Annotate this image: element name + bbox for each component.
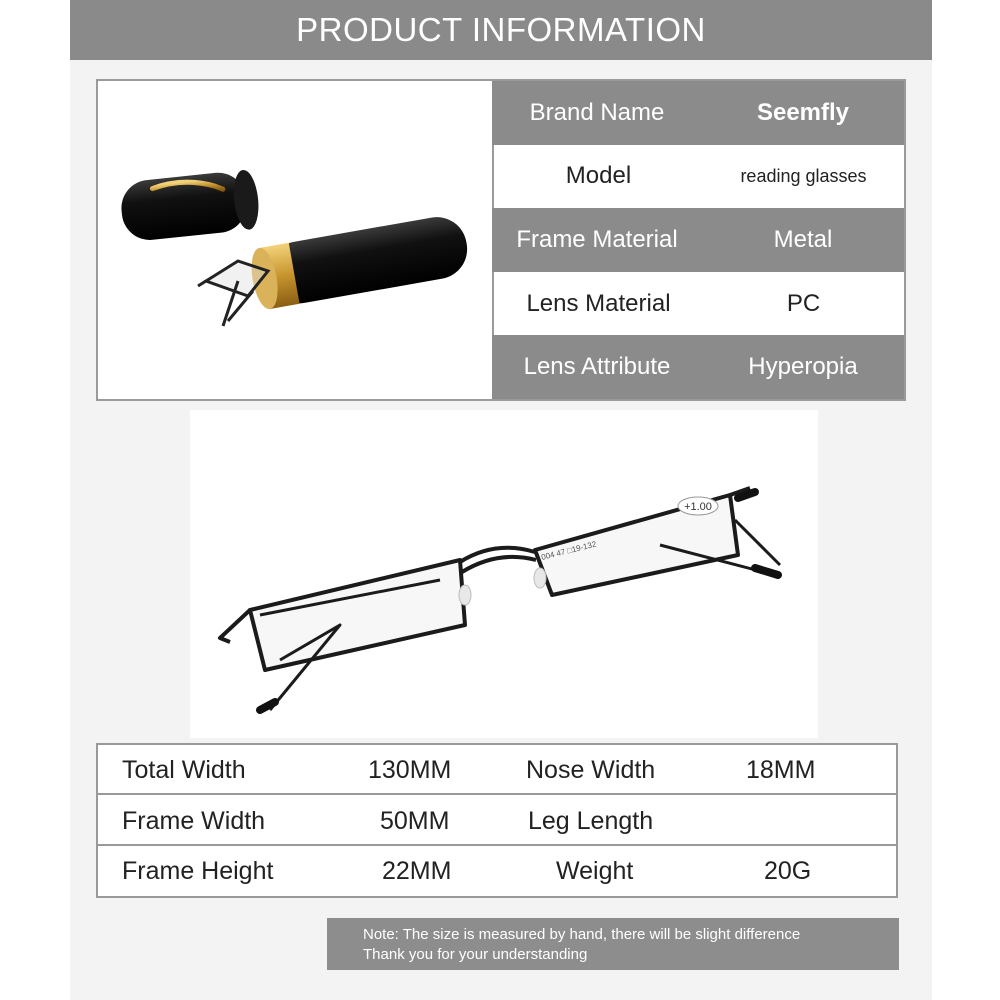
temple-print-text: 004 47 □19-132 <box>540 539 598 562</box>
dimension-value: 22MM <box>382 857 452 885</box>
dimension-label: Weight <box>556 857 634 885</box>
spec-row-lens-material <box>492 272 904 336</box>
dimension-label: Frame Width <box>122 807 266 835</box>
dimension-label: Leg Length <box>528 807 654 835</box>
dimension-row <box>98 846 896 896</box>
glasses-illustration <box>190 410 818 738</box>
lens-sticker-text: +1.00 <box>684 501 712 513</box>
dimension-value: 50MM <box>380 807 450 835</box>
measurement-note <box>327 918 899 970</box>
spec-label: Model <box>565 162 632 190</box>
glasses-image <box>190 410 818 738</box>
dimension-label: Nose Width <box>526 756 656 784</box>
spec-row-brand <box>492 81 904 145</box>
dimension-value: 20G <box>764 857 812 885</box>
page-title: PRODUCT INFORMATION <box>296 11 706 48</box>
product-image-with-case <box>98 81 490 399</box>
note-line: Thank you for your understanding <box>363 946 588 963</box>
product-spec-block <box>96 79 906 401</box>
spec-row-frame-material <box>492 208 904 272</box>
page-header <box>70 0 932 60</box>
spec-label: Frame Material <box>516 225 678 253</box>
spec-row-lens-attribute <box>492 335 904 399</box>
spec-value: Metal <box>773 225 833 253</box>
dimension-row <box>98 796 896 846</box>
glasses-case-illustration <box>98 81 490 399</box>
note-line: Note: The size is measured by hand, there will be slight difference <box>363 926 801 943</box>
dimension-row <box>98 745 896 795</box>
spec-label: Lens Material <box>526 289 671 317</box>
spec-row-model <box>492 145 904 209</box>
spec-value: Seemfly <box>756 98 850 126</box>
spec-value: Hyperopia <box>748 353 858 381</box>
dimension-label: Total Width <box>122 756 246 784</box>
spec-value: PC <box>786 289 821 317</box>
dimension-label: Frame Height <box>122 857 274 885</box>
spec-label: Brand Name <box>529 98 665 126</box>
dimension-value: 18MM <box>746 756 816 784</box>
spec-value: reading glasses <box>740 165 867 186</box>
dimensions-table <box>96 743 898 898</box>
dimension-value: 130MM <box>368 756 452 784</box>
spec-label: Lens Attribute <box>523 353 671 381</box>
spec-table <box>492 81 904 399</box>
